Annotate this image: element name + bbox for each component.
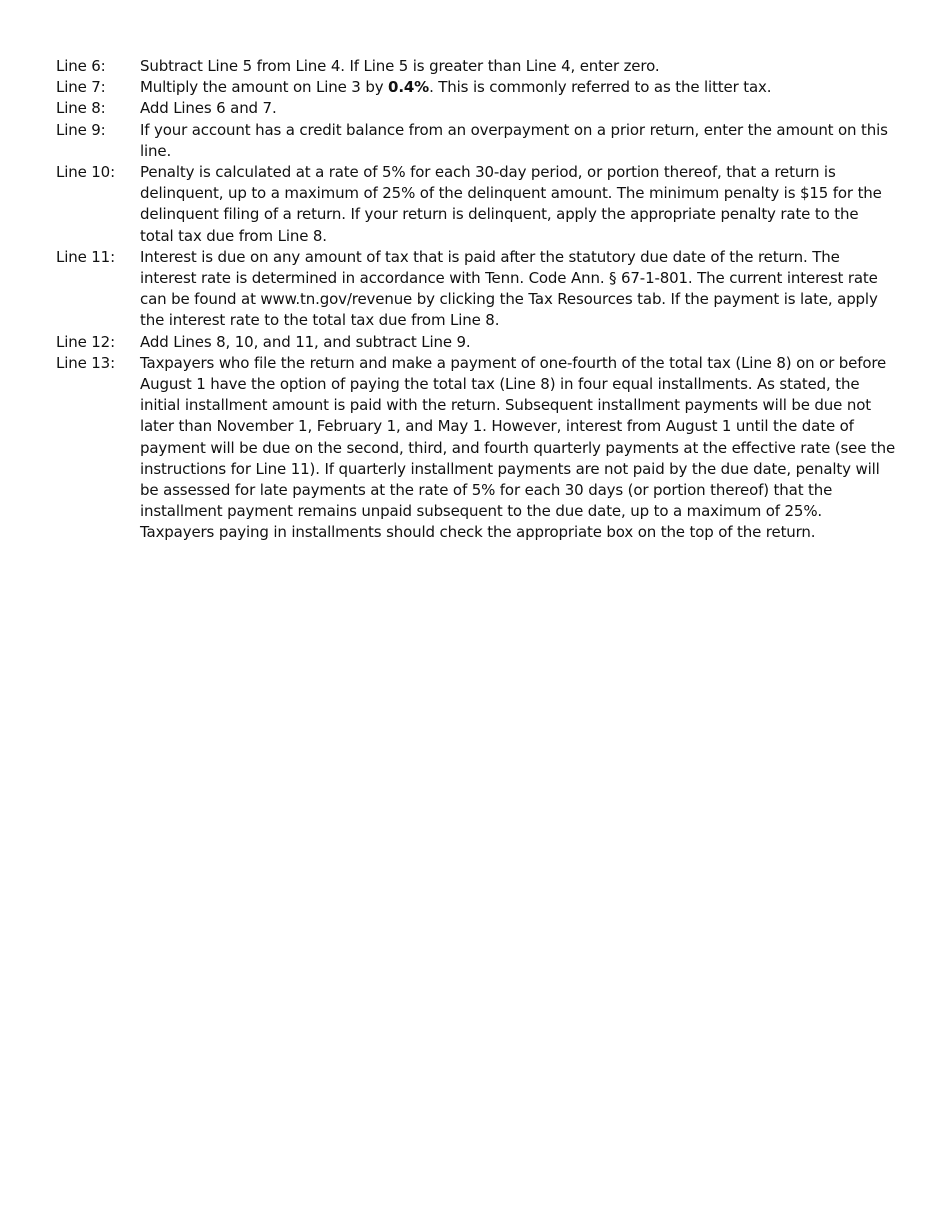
line-text: Add Lines 8, 10, and 11, and subtract Line 9. [140, 332, 471, 351]
instruction-line-7 [56, 77, 896, 98]
instruction-line-11 [56, 247, 896, 332]
line-text [140, 77, 896, 98]
line-text: Penalty is calculated at a rate of 5% for each 30-day period, or portion thereof, that a return is delinquent, up to a maximum of 25% of the delinquent amount. The minimum penalty is $15 for the delinquent filing of a return. If your return is delinquent, apply the appropriate penalty rate to the total tax due from Line 8. [140, 163, 882, 245]
line-text: If your account has a credit balance from an overpayment on a prior return, enter the amount on this line. [140, 120, 888, 160]
line-label: Line 7: [56, 78, 106, 97]
instruction-line-13 [56, 353, 896, 544]
instruction-line-9 [56, 120, 896, 162]
instruction-line-6 [56, 56, 896, 77]
litter-tax-rate: 0.4% [388, 78, 430, 97]
line-text: Taxpayers who file the return and make a payment of one-fourth of the total tax (Line 8) on or before August 1 have the option of paying the total tax (Line 8) in four equal installments. As stated, the initial installment amount is paid with the return. Subsequent installment payments will be due not later than November 1, February 1, and May 1. However, interest from August 1 until the date of payment will be due on the second, third, and fourth quarterly payments at the effective rate (see the instructions for Line 11). If quarterly installment payments are not paid by the due date, penalty will be assessed for late payments at the rate of 5% for each 30 days (or portion thereof) that the installment payment remains unpaid subsequent to the due date, up to a maximum of 25%. Taxpayers paying in installments should check the appropriate box on the top of the return. [140, 353, 896, 542]
line-text: Subtract Line 5 from Line 4. If Line 5 is greater than Line 4, enter zero. [140, 57, 660, 75]
line-label: Line 8: [56, 99, 106, 118]
line-label: Line 6: [56, 57, 106, 75]
line-label: Line 12: [56, 332, 115, 351]
line-text: Add Lines 6 and 7. [140, 99, 277, 118]
line-text: Interest is due on any amount of tax that is paid after the statutory due date of the return. The interest rate is determined in accordance with Tenn. Code Ann. § 67-1-801. The current interest rate can be found at www.tn.gov/revenue by clicking the Tax Resources tab. If the payment is late, apply the interest rate to the total tax due from Line 8. [140, 247, 878, 330]
line-label: Line 10: [56, 163, 115, 182]
line-label: Line 13: [56, 353, 115, 372]
line-text-before: Multiply the amount on Line 3 by [140, 78, 389, 97]
instructions-list [56, 56, 896, 544]
instruction-line-10 [56, 162, 896, 247]
line-label: Line 11: [56, 247, 115, 266]
line-label: Line 9: [56, 120, 106, 139]
instruction-line-12 [56, 332, 896, 353]
line-text-after: . This is commonly referred to as the litter tax. [429, 78, 772, 97]
instruction-line-8 [56, 98, 896, 119]
